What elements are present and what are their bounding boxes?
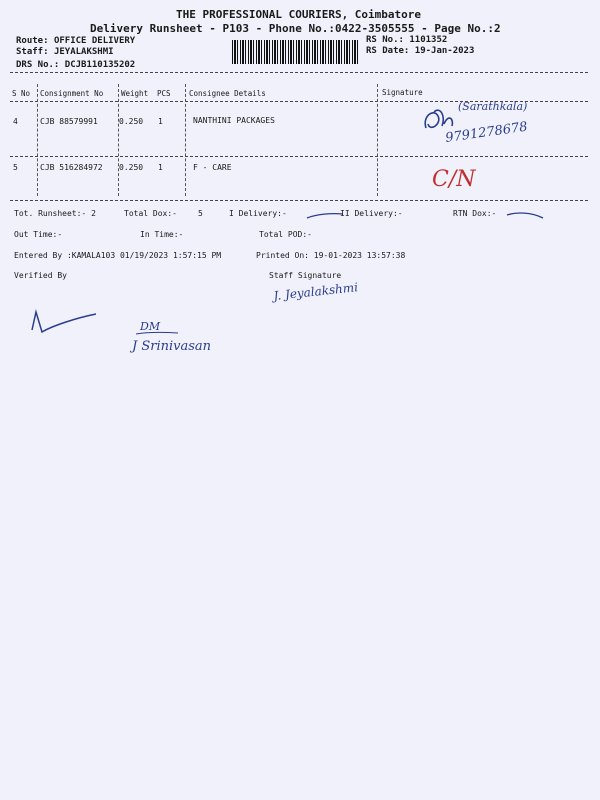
runsheet-subtitle: Delivery Runsheet - P103 - Phone No.:0422-3505555 - Page No.:2 xyxy=(90,22,501,35)
row-consignee: F - CARE xyxy=(193,163,232,172)
column-rule xyxy=(37,84,38,196)
staff-line xyxy=(16,47,114,57)
column-rule xyxy=(377,84,378,196)
row-pcs: 1 xyxy=(158,163,163,172)
row-consignment: CJB 88579991 xyxy=(40,117,98,126)
staff-signature-icon xyxy=(272,280,372,310)
row-consignment: CJB 516284972 xyxy=(40,163,103,172)
column-rule xyxy=(185,84,186,196)
i-delivery-label: I Delivery:- xyxy=(229,209,287,218)
col-sno: S No xyxy=(12,89,31,98)
col-pcs: PCS xyxy=(157,89,171,98)
ii-delivery-label: II Delivery:- xyxy=(340,209,403,218)
row-sno: 4 xyxy=(13,117,18,126)
route-label: Route: xyxy=(16,36,49,46)
drs-line xyxy=(16,60,135,70)
handwritten-cn: C/N xyxy=(432,167,476,192)
row-sno: 5 xyxy=(13,163,18,172)
receiver-signature-icon xyxy=(420,86,570,156)
tot-runsheet-label: Tot. Runsheet:- xyxy=(14,209,87,218)
divider xyxy=(10,156,588,157)
handwritten-phone: 9791278678 xyxy=(444,119,529,146)
company-title: THE PROFESSIONAL COURIERS, Coimbatore xyxy=(176,8,422,21)
total-dox-value: 5 xyxy=(198,209,203,218)
row-weight: 0.250 xyxy=(119,163,144,172)
col-consignment: Consignment No xyxy=(40,89,104,98)
staff-label: Staff: xyxy=(16,47,49,57)
verified-by-label: Verified By xyxy=(14,271,67,280)
out-time-label: Out Time:- xyxy=(14,230,63,239)
drs-label: DRS No.: xyxy=(16,60,60,70)
in-time-label: In Time:- xyxy=(140,230,184,239)
barcode-image xyxy=(232,40,358,64)
divider xyxy=(10,72,588,73)
rs-date-line xyxy=(366,46,474,56)
tot-runsheet xyxy=(14,209,96,218)
verified-signature-icon xyxy=(28,306,278,358)
printed-on: Printed On: 19-01-2023 13:57:38 xyxy=(256,251,406,260)
route-value: OFFICE DELIVERY xyxy=(53,36,136,46)
column-rule xyxy=(118,84,119,196)
total-pod-label: Total POD:- xyxy=(259,230,312,239)
drs-value: DCJB110135202 xyxy=(64,60,136,70)
col-weight: Weight xyxy=(121,89,149,98)
rs-no-value: 1101352 xyxy=(409,35,448,45)
rs-date-label: RS Date: xyxy=(366,46,410,56)
entered-by: Entered By :KAMALA103 01/19/2023 1:57:15 PM xyxy=(14,251,222,260)
total-dox-label: Total Dox:- xyxy=(124,209,177,218)
staff-value: JEYALAKSHMI xyxy=(53,47,114,57)
handwritten-name: (Sarathkala) xyxy=(458,100,528,113)
col-signature: Signature xyxy=(382,88,423,97)
verified-initial: DM xyxy=(140,320,161,333)
row-consignee: NANTHINI PACKAGES xyxy=(193,116,275,125)
tot-runsheet-value: 2 xyxy=(91,209,96,218)
row-weight: 0.250 xyxy=(119,117,144,126)
col-consignee: Consignee Details xyxy=(189,89,266,98)
staff-signature-text: J. Jeyalakshmi xyxy=(272,280,359,303)
rs-date-value: 19-Jan-2023 xyxy=(414,46,475,56)
cn-mark-icon xyxy=(430,160,490,194)
rtn-dox-label: RTN Dox:- xyxy=(453,209,497,218)
rs-no-line xyxy=(366,35,447,45)
route-line xyxy=(16,36,135,46)
verified-name: J Srinivasan xyxy=(132,339,212,354)
dash-mark-icon xyxy=(305,210,345,220)
rs-no-label: RS No.: xyxy=(366,35,404,45)
row-pcs: 1 xyxy=(158,117,163,126)
staff-signature-label: Staff Signature xyxy=(269,271,342,280)
divider xyxy=(10,200,588,201)
dash-mark-icon xyxy=(505,209,545,221)
